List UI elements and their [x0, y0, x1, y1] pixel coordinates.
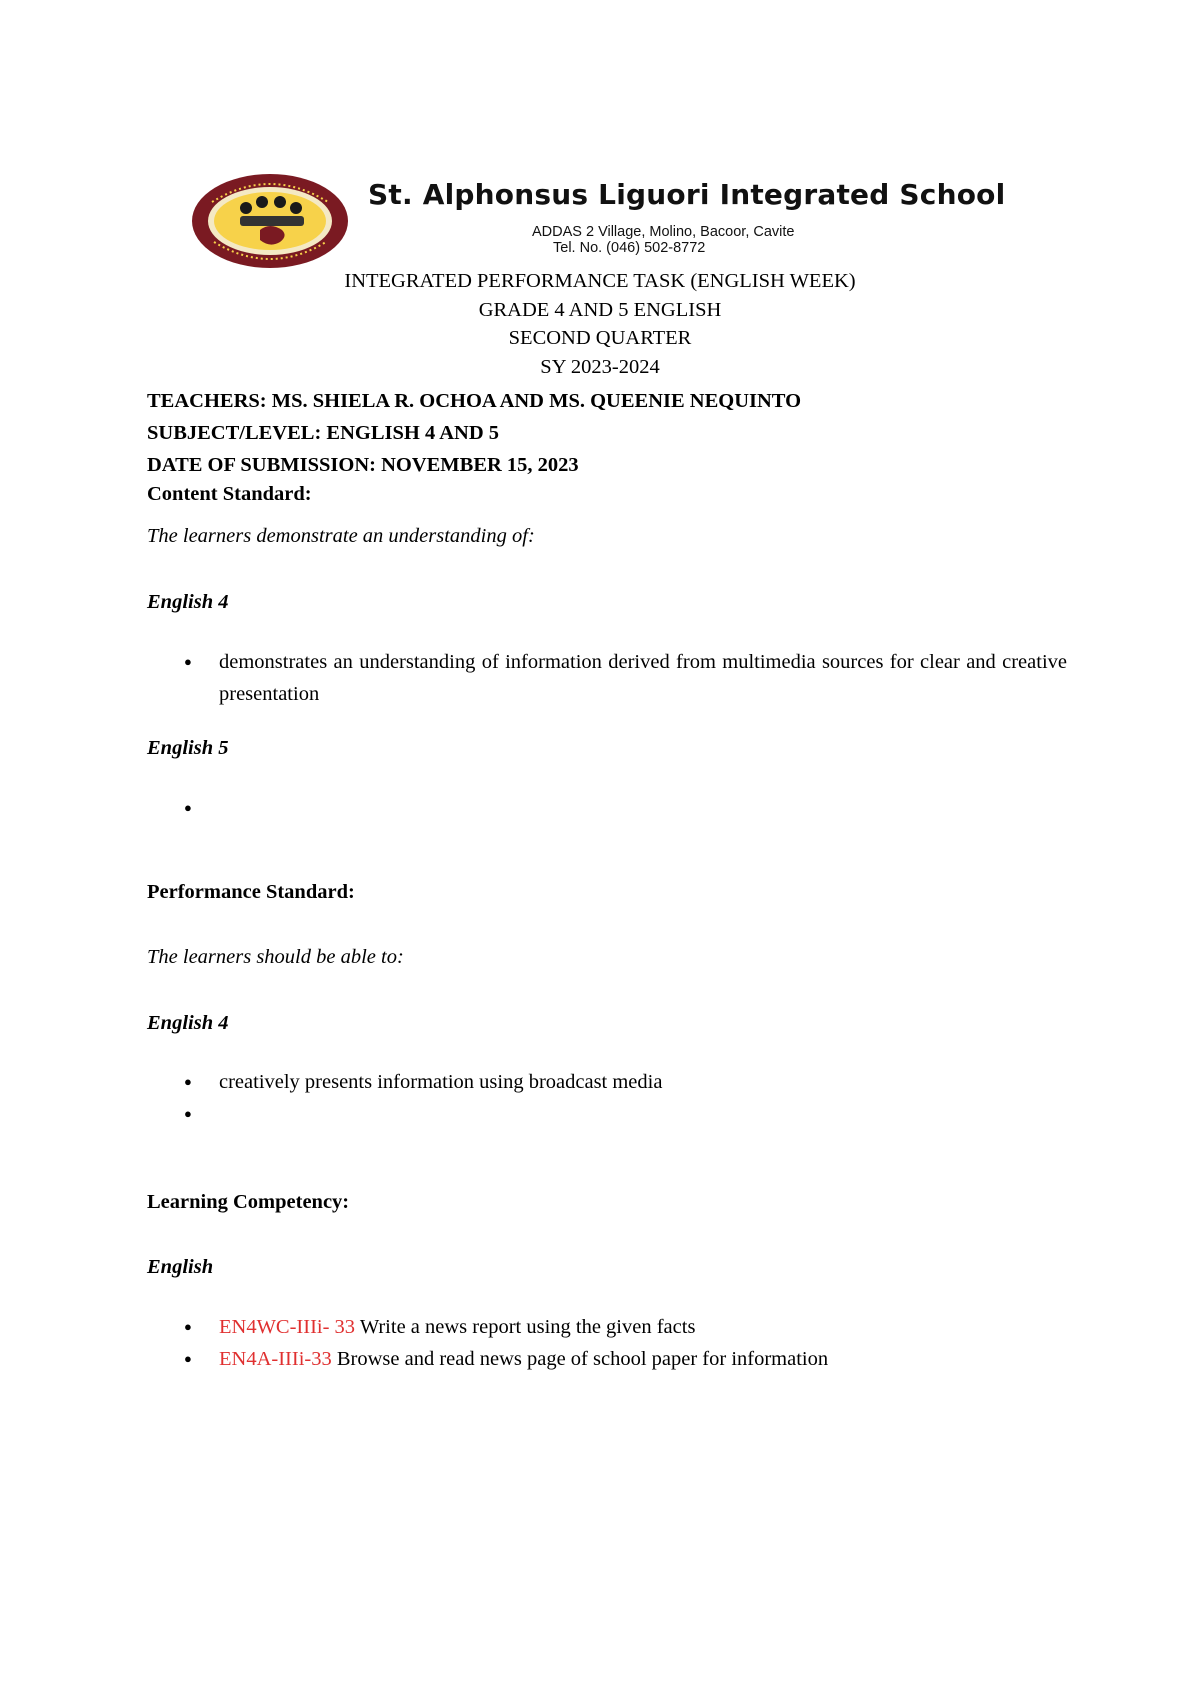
bullet-icon: ● — [184, 1319, 192, 1334]
teachers-line: TEACHERS: MS. SHIELA R. OCHOA AND MS. QUEENIE NEQUINTO — [147, 390, 802, 412]
list-item — [147, 1311, 1067, 1343]
competency-text: Write a news report using the given facts — [355, 1316, 696, 1338]
performance-standard-intro: The learners should be able to: — [147, 946, 404, 968]
submission-date-line: DATE OF SUBMISSION: NOVEMBER 15, 2023 — [147, 454, 579, 476]
school-logo — [190, 172, 350, 270]
learning-competency-list — [147, 1311, 1067, 1375]
bullet-icon: ● — [184, 800, 192, 815]
bullet-icon: ● — [184, 1074, 192, 1089]
school-address: ADDAS 2 Village, Molino, Bacoor, Cavite — [532, 224, 795, 240]
competency-text: Browse and read news page of school paper for information — [331, 1348, 829, 1370]
school-year-line: SY 2023-2024 — [540, 355, 660, 378]
learning-competency-heading: Learning Competency: — [147, 1191, 350, 1213]
content-english4-list — [147, 646, 1067, 710]
performance-english4-heading: English 4 — [147, 1012, 229, 1034]
school-telephone: Tel. No. (046) 502-8772 — [553, 240, 706, 256]
grade-level-line: GRADE 4 AND 5 ENGLISH — [478, 298, 722, 321]
school-name: St. Alphonsus Liguori Integrated School — [368, 178, 1006, 211]
content-standard-heading: Content Standard: — [147, 483, 312, 505]
quarter-line: SECOND QUARTER — [508, 327, 692, 349]
content-english4-heading: English 4 — [147, 591, 229, 613]
learning-competency-subheading: English — [147, 1256, 214, 1278]
content-english5-list — [147, 792, 1067, 824]
content-english5-heading: English 5 — [147, 737, 229, 759]
competency-code: EN4WC-IIIi- 33 — [219, 1316, 356, 1338]
competency-code: EN4A-IIIi-33 — [219, 1348, 332, 1370]
list-item — [147, 1098, 1067, 1130]
performance-standard-heading: Performance Standard: — [147, 881, 355, 903]
document-body — [147, 385, 1067, 481]
list-item: ● creatively presents information using broadcast media — [147, 1066, 1067, 1098]
letterhead — [190, 172, 1030, 272]
list-item — [147, 792, 1067, 824]
bullet-icon: ● — [184, 1106, 192, 1121]
bullet-icon: ● — [184, 1351, 192, 1366]
title-block — [0, 267, 1200, 381]
document-title: INTEGRATED PERFORMANCE TASK (ENGLISH WEEK) — [344, 270, 856, 292]
bullet-icon: ● — [184, 654, 192, 669]
performance-english4-list — [147, 1066, 1067, 1130]
list-item: ● demonstrates an understanding of information derived from multimedia sources for clear and creative presentation — [147, 646, 1067, 710]
subject-level-line: SUBJECT/LEVEL: ENGLISH 4 AND 5 — [147, 422, 500, 444]
list-item — [147, 1343, 1067, 1375]
content-standard-intro: The learners demonstrate an understanding of: — [147, 525, 535, 547]
